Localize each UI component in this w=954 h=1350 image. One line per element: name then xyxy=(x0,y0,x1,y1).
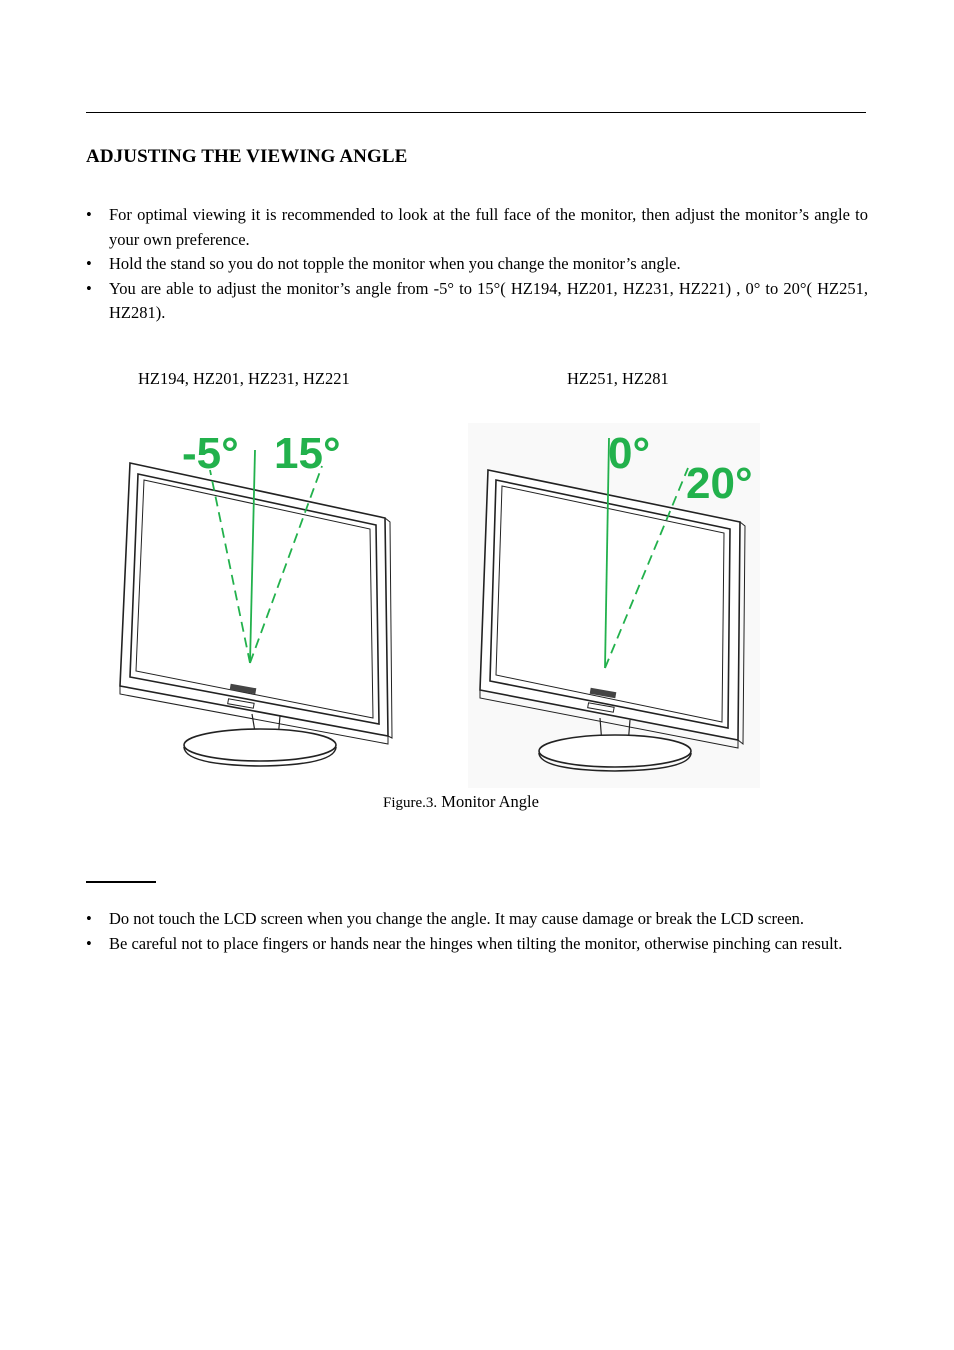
caption-text: Monitor Angle xyxy=(441,792,539,811)
left-angle-forward-label: 15° xyxy=(274,429,341,478)
left-monitor-illustration xyxy=(120,463,392,766)
header-rule xyxy=(86,112,866,113)
bullet-icon: • xyxy=(86,909,92,928)
bullet-icon: • xyxy=(86,254,92,273)
note-list xyxy=(86,907,868,956)
list-item: • Do not touch the LCD screen when you change the angle. It may cause damage or break the LCD screen. xyxy=(86,907,868,932)
bullet-icon: • xyxy=(86,205,92,224)
right-angle-min-label: 0° xyxy=(608,429,651,478)
bullet-icon: • xyxy=(86,933,92,953)
left-angle-back-label: -5° xyxy=(182,429,239,478)
list-item: • Hold the stand so you do not topple the monitor when you change the monitor’s angle. xyxy=(86,252,868,277)
section-heading: ADJUSTING THE VIEWING ANGLE xyxy=(86,146,408,167)
right-angle-max-label: 20° xyxy=(686,459,753,508)
left-models-label: HZ194, HZ201, HZ231, HZ221 xyxy=(138,369,350,388)
monitor-angle-figure xyxy=(100,418,770,788)
instruction-list xyxy=(86,203,868,326)
list-item: • Be careful not to place fingers or hands near the hinges when tilting the monitor, otherwise pinching can result. xyxy=(86,932,868,957)
list-item: • For optimal viewing it is recommended to look at the full face of the monitor, then adjust the monitor’s angle to your own preference. xyxy=(86,205,868,249)
figure-caption xyxy=(383,792,539,812)
list-item: • You are able to adjust the monitor’s angle from -5° to 15°( HZ194, HZ201, HZ231, HZ221) , 0° to 20°( HZ251, HZ281). xyxy=(86,278,868,322)
note-underline xyxy=(86,881,156,883)
right-models-label: HZ251, HZ281 xyxy=(567,369,669,388)
bullet-icon: • xyxy=(86,278,92,298)
caption-number: Figure.3. xyxy=(383,795,438,811)
